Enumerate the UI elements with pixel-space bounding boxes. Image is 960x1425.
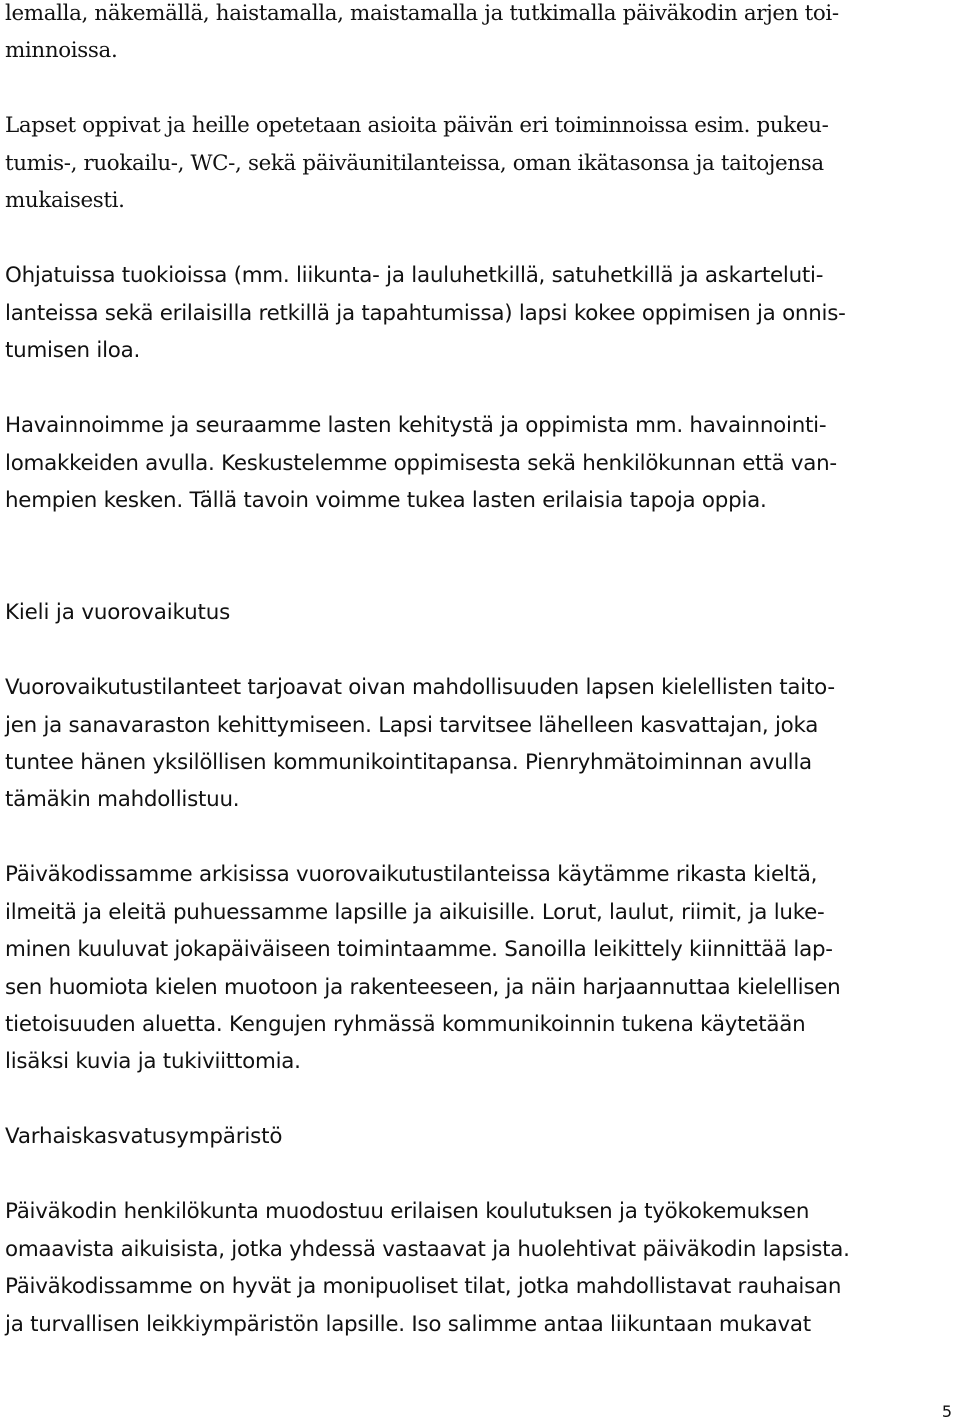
text-line: lisäksi kuvia ja tukiviittomia. [5, 1049, 301, 1074]
text-line: Ohjatuissa tuokioissa (mm. liikunta- ja lauluhetkillä, satuhetkillä ja askarteluti- [5, 263, 824, 288]
text-line: hempien kesken. Tällä tavoin voimme tukea lasten erilaisia tapoja oppia. [5, 488, 767, 513]
section-heading: Varhaiskasvatusympäristö [5, 1124, 283, 1149]
text-line: mukaisesti. [5, 188, 125, 213]
text-line: tietoisuuden aluetta. Kengujen ryhmässä kommunikoinnin tukena käytetään [5, 1012, 806, 1037]
text-line: lomakkeiden avulla. Keskustelemme oppimisesta sekä henkilökunnan että van- [5, 451, 837, 476]
text-line: minen kuuluvat jokapäiväiseen toimintaamme. Sanoilla leikittely kiinnittää lap- [5, 937, 833, 962]
text-line: Havainnoimme ja seuraamme lasten kehitystä ja oppimista mm. havainnointi- [5, 413, 827, 438]
text-line: omaavista aikuisista, jotka yhdessä vastaavat ja huolehtivat päiväkodin lapsista. [5, 1237, 850, 1262]
text-line: minnoissa. [5, 38, 118, 63]
text-line: tumis-, ruokailu-, WC-, sekä päiväunitilanteissa, oman ikätasonsa ja taitojensa [5, 151, 824, 176]
text-line: tämäkin mahdollistuu. [5, 787, 240, 812]
page-number: 5 [941, 1402, 952, 1421]
text-line: tuntee hänen yksilöllisen kommunikointitapansa. Pienryhmätoiminnan avulla [5, 750, 812, 775]
text-line: Lapset oppivat ja heille opetetaan asioita päivän eri toiminnoissa esim. pukeu- [5, 113, 829, 138]
section-heading: Kieli ja vuorovaikutus [5, 600, 231, 625]
text-line: Vuorovaikutustilanteet tarjoavat oivan mahdollisuuden lapsen kielellisten taito- [5, 675, 835, 700]
text-line: jen ja sanavaraston kehittymiseen. Lapsi tarvitsee lähelleen kasvattajan, joka [5, 713, 819, 738]
text-line: tumisen iloa. [5, 338, 141, 363]
text-line: Päiväkodin henkilökunta muodostuu erilaisen koulutuksen ja työkokemuksen [5, 1199, 810, 1224]
text-line: ja turvallisen leikkiympäristön lapsille. Iso salimme antaa liikuntaan mukavat [5, 1312, 811, 1337]
text-line: Päiväkodissamme on hyvät ja monipuoliset tilat, jotka mahdollistavat rauhaisan [5, 1274, 842, 1299]
text-line: lemalla, näkemällä, haistamalla, maistamalla ja tutkimalla päiväkodin arjen toi- [5, 1, 839, 26]
text-line: Päiväkodissamme arkisissa vuorovaikutustilanteissa käytämme rikasta kieltä, [5, 862, 818, 887]
text-line: sen huomiota kielen muotoon ja rakenteeseen, ja näin harjaannuttaa kielellisen [5, 975, 841, 1000]
text-line: lanteissa sekä erilaisilla retkillä ja tapahtumissa) lapsi kokee oppimisen ja onnis- [5, 301, 846, 326]
text-line: ilmeitä ja eleitä puhuessamme lapsille ja aikuisille. Lorut, laulut, riimit, ja luke- [5, 900, 825, 925]
